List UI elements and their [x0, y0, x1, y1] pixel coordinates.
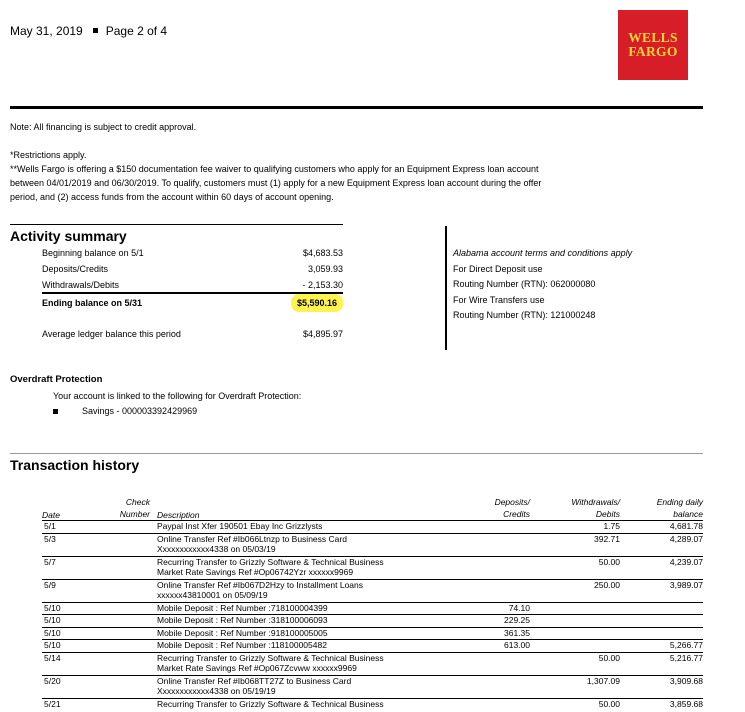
average-balance-value: $4,895.97	[302, 329, 343, 339]
row-description-line-1: Recurring Transfer to Grizzly Software & Technical Business	[157, 556, 384, 567]
row-balance: 4,239.07	[669, 556, 703, 567]
row-balance: 5,266.77	[669, 640, 703, 650]
offer-note	[10, 148, 710, 204]
row-description	[157, 521, 322, 532]
summary-value: - 2,153.30	[302, 280, 343, 290]
table-row	[42, 602, 703, 615]
header-description: Description	[157, 510, 200, 520]
overdraft-account-item	[53, 406, 197, 416]
row-description	[157, 640, 327, 651]
summary-row-ending	[42, 298, 343, 312]
row-description-line-2: Market Rate Savings Ref #Op06742Yzr xxxxxx9969	[157, 567, 354, 577]
page-number: Page 2 of 4	[105, 24, 168, 38]
row-description-line-2: Xxxxxxxxxxxx4338 on 05/19/19	[157, 686, 276, 696]
row-date: 5/1	[44, 521, 56, 531]
row-description	[157, 580, 363, 601]
row-debit	[548, 615, 620, 626]
row-description	[157, 676, 351, 697]
row-description	[157, 628, 328, 639]
row-debit: 250.00	[594, 579, 620, 590]
row-debit: 50.00	[598, 652, 620, 663]
table-row	[42, 579, 703, 602]
header-deposits-line-1: Deposits/	[494, 497, 530, 507]
row-debit: 392.71	[594, 533, 620, 544]
transaction-history-rule	[10, 453, 703, 454]
wells-fargo-logo	[618, 10, 688, 80]
row-credit	[460, 557, 530, 568]
table-row	[42, 556, 703, 579]
row-credit	[460, 653, 530, 664]
restrictions-text: *Restrictions apply.	[10, 150, 87, 160]
table-row	[42, 639, 703, 652]
row-description-line-1: Paypal Inst Xfer 190501 Ebay Inc Grizzlysts	[157, 521, 323, 531]
logo-line-1: WELLS	[628, 30, 678, 45]
row-description	[157, 615, 328, 626]
row-debit: 50.00	[598, 698, 620, 709]
overdraft-account: Savings - 000003392429969	[82, 406, 198, 416]
row-balance: 4,289.07	[669, 533, 703, 544]
row-balance	[630, 615, 703, 626]
summary-label: Deposits/Credits	[42, 264, 109, 274]
transaction-history-title: Transaction history	[10, 457, 140, 473]
row-description	[157, 534, 347, 555]
row-description-line-1: Online Transfer Ref #Ib066Ltnzp to Business Card	[157, 533, 347, 544]
row-description-line-2: Market Rate Savings Ref #Op067Zcvww xxxxxx9969	[157, 663, 357, 673]
table-row	[42, 627, 703, 640]
row-balance	[630, 603, 703, 614]
header-check-number	[100, 496, 150, 520]
summary-label: Beginning balance on 5/1	[42, 248, 144, 258]
row-credit	[460, 580, 530, 591]
summary-row-beginning	[42, 248, 343, 258]
row-debit: 1.75	[603, 521, 620, 531]
row-balance: 3,989.07	[669, 579, 703, 590]
row-description-line-1: Recurring Transfer to Grizzly Software & Technical Business	[157, 652, 384, 663]
table-row	[42, 675, 703, 698]
statement-date: May 31, 2019	[10, 24, 83, 38]
wire-transfer-text: For Wire Transfers use	[453, 294, 545, 305]
row-description	[157, 653, 384, 674]
row-debit	[548, 628, 620, 639]
header-check-line-2: Number	[119, 509, 150, 519]
summary-label: Withdrawals/Debits	[42, 280, 120, 290]
overdraft-title: Overdraft Protection	[10, 374, 103, 385]
summary-row-withdrawals	[42, 280, 343, 290]
ending-balance-value: $5,590.16	[291, 294, 343, 312]
row-description	[157, 603, 328, 614]
separator-square-icon	[93, 28, 98, 33]
average-balance-label: Average ledger balance this period	[42, 329, 181, 339]
header-deposits-line-2: Credits	[503, 509, 530, 519]
row-debit: 1,307.09	[586, 675, 620, 686]
row-description-line-1: Online Transfer Ref #Ib067D2Hzy to Installment Loans	[157, 579, 363, 590]
offer-text-line-1: **Wells Fargo is offering a $150 documentation fee waiver to qualifying customers who apply for an Equipment Express loan account	[10, 164, 539, 174]
summary-row-average	[42, 329, 343, 339]
wire-transfer-rtn: Routing Number (RTN): 121000248	[453, 310, 596, 320]
row-description-line-1: Mobile Deposit : Ref Number :318100006093	[157, 615, 328, 625]
table-row	[42, 652, 703, 675]
row-description-line-2: Xxxxxxxxxxxx4338 on 05/03/19	[157, 544, 276, 554]
row-credit: 613.00	[504, 640, 530, 650]
header-balance-line-2: balance	[673, 509, 703, 519]
row-balance	[630, 628, 703, 639]
row-date: 5/10	[44, 602, 61, 613]
header-withdrawals	[548, 496, 620, 520]
row-balance: 5,216.77	[669, 652, 703, 663]
row-balance: 4,681.78	[669, 521, 703, 531]
account-info	[453, 246, 632, 324]
row-credit	[460, 521, 530, 532]
offer-text-line-3: period, and (2) access funds from the account within 60 days of account opening.	[10, 192, 334, 202]
table-row	[42, 520, 703, 533]
row-description-line-2: xxxxxx43810001 on 05/09/19	[157, 590, 268, 600]
header-date: Date	[42, 510, 60, 520]
row-debit	[548, 640, 620, 651]
statement-header	[10, 24, 167, 38]
row-date: 5/10	[44, 627, 61, 638]
direct-deposit-text: For Direct Deposit use	[453, 263, 543, 274]
row-credit	[460, 534, 530, 545]
financing-note: Note: All financing is subject to credit approval.	[10, 122, 197, 132]
overdraft-text: Your account is linked to the following for Overdraft Protection:	[53, 391, 302, 401]
row-balance: 3,909.68	[669, 675, 703, 686]
summary-vertical-divider	[445, 226, 447, 350]
header-check-line-1: Check	[125, 497, 150, 507]
row-date: 5/10	[44, 615, 61, 625]
row-credit	[460, 676, 530, 687]
row-debit	[548, 603, 620, 614]
row-credit	[460, 699, 530, 710]
row-debit: 50.00	[598, 556, 620, 567]
row-date: 5/21	[44, 698, 61, 709]
table-row	[42, 614, 703, 627]
row-credit: 229.25	[504, 615, 530, 625]
row-description-line-1: Mobile Deposit : Ref Number :918100005005	[157, 627, 328, 638]
row-credit: 74.10	[508, 602, 530, 613]
table-row	[42, 698, 703, 711]
activity-summary-title: Activity summary	[10, 228, 127, 244]
offer-text-line-2: between 04/01/2019 and 06/30/2019. To qualify, customers must (1) apply for a new Equipment Express loan account during the offer	[10, 178, 542, 188]
summary-value: $4,683.53	[302, 248, 343, 258]
header-balance-line-1: Ending daily	[656, 497, 703, 507]
activity-summary-rule	[10, 224, 343, 225]
table-row	[42, 533, 703, 556]
header-withdrawals-line-1: Withdrawals/	[571, 497, 620, 507]
row-date: 5/7	[44, 556, 56, 567]
row-description	[157, 699, 384, 710]
row-description-line-1: Online Transfer Ref #Ib068TT27Z to Business Card	[157, 675, 352, 686]
row-date: 5/20	[44, 675, 61, 686]
row-description	[157, 557, 384, 578]
header-divider	[10, 106, 703, 109]
summary-value: 3,059.93	[307, 264, 343, 274]
header-withdrawals-line-2: Debits	[595, 509, 620, 519]
row-description-line-1: Mobile Deposit : Ref Number :718100004399	[157, 602, 328, 613]
header-deposits	[460, 496, 530, 520]
row-balance: 3,859.68	[669, 698, 703, 709]
header-balance	[630, 496, 703, 520]
row-credit: 361.35	[504, 627, 530, 638]
row-date: 5/10	[44, 640, 61, 650]
bullet-square-icon	[53, 409, 58, 414]
summary-row-deposits	[42, 264, 343, 274]
direct-deposit-rtn: Routing Number (RTN): 062000080	[453, 279, 596, 289]
ending-balance-label: Ending balance on 5/31	[42, 298, 143, 308]
terms-text: Alabama account terms and conditions apply	[453, 248, 633, 258]
logo-line-2: FARGO	[628, 44, 678, 59]
row-description-line-1: Mobile Deposit : Ref Number :118100005482	[157, 640, 327, 650]
row-date: 5/14	[44, 652, 61, 663]
row-date: 5/3	[44, 533, 56, 544]
row-date: 5/9	[44, 579, 56, 590]
row-description-line-1: Recurring Transfer to Grizzly Software & Technical Business	[157, 698, 384, 709]
